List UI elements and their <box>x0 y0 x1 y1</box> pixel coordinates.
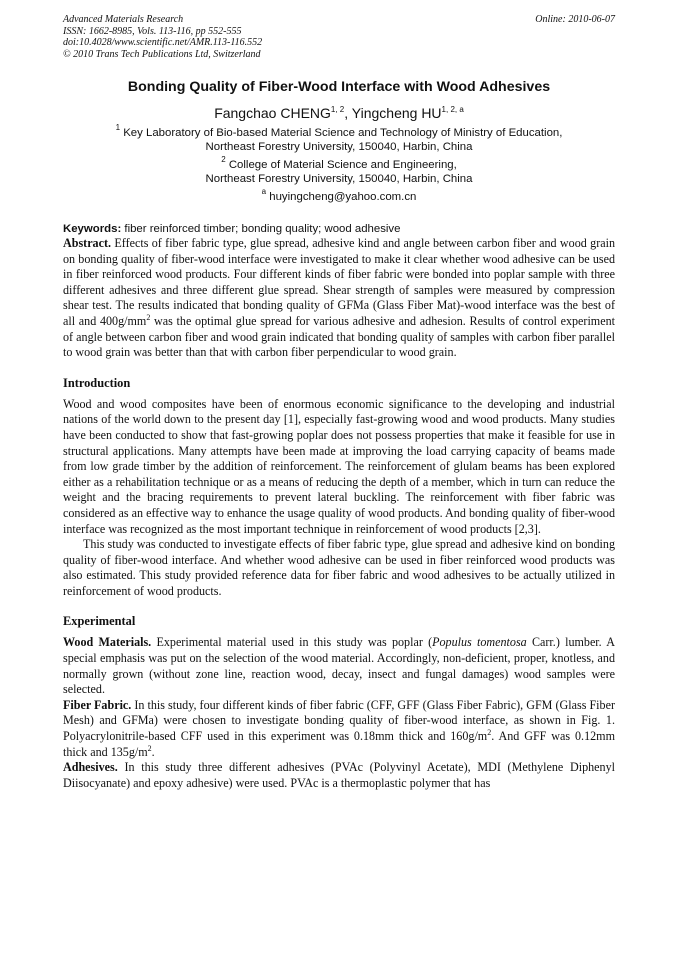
section-heading-introduction: Introduction <box>63 375 131 390</box>
author-affiliation-mark: 1, 2 <box>330 105 345 114</box>
author-list <box>63 104 615 122</box>
superscript: 2 <box>147 743 152 753</box>
journal-name: Advanced Materials Research <box>63 14 184 25</box>
abstract-text: Effects of fiber fabric type, glue spread, adhesive kind and angle between carbon fiber and wood grain on bonding quality of fiber-wood interface were investigated to make it clear whether wood adhesive can be used in fiber reinforced wood products. Four different kinds of fiber fabric were bonded into poplar sample with three different adhesives and three different glue spread. Shear strength of samples were measured by compression shear test. The results indicated that bonding quality of GFMa (Glass Fiber Mat)-wood interface was the best of all and 400g/mm <box>63 236 615 328</box>
paper-title: Bonding Quality of Fiber-Wood Interface with Wood Adhesives <box>127 79 551 95</box>
author-name: Yingcheng HU <box>351 105 442 121</box>
introduction-paragraph-1: Wood and wood composites have been of enormous economic significance to the developing and industrial nations of the world down to the present day [1], especially fast-growing wood and wood products. Many studies have been conducted to show that fast-growing poplar does not possess properties that make it feasible for use in structural applications. Many attempts have been made at improving the load carrying capacity of beams made from low grade timber by the addition of reinforcement. The reinforcement of glulam beams has been explored either as a rehabilitation technique or as a means of reducing the depth of a member, which in turn can reduce the weight and the bracing requirements to prevent lateral buckling. The reinforcement with fiber fabric was considered as an effective way to enhance the usage quality of wood products. And bonding quality of fiber-wood interface was recognized as the most important technique in reinforcement of wood products [2,3]. <box>63 396 615 536</box>
paragraph-text: Experimental material used in this study was poplar ( <box>151 635 433 650</box>
affiliation-text: Northeast Forestry University, 150040, Harbin, China <box>205 173 473 185</box>
copyright-line: © 2010 Trans Tech Publications Ltd, Switzerland <box>63 48 261 60</box>
issn-line: ISSN: 1662-8985, Vols. 113-116, pp 552-555 <box>63 25 242 37</box>
affiliation-mark: 1 <box>115 123 121 132</box>
adhesives-paragraph <box>63 760 615 791</box>
affiliation-2 <box>63 155 615 186</box>
abstract-text: was the optimal glue spread for various adhesive and adhesion. Results of control experiment of angle between carbon fiber and wood grain indicated that bonding quality of samples with carbon fiber parallel to wood grain was better than that with carbon fiber perpendicular to wood grain. <box>63 313 615 360</box>
wood-materials-paragraph <box>63 635 615 697</box>
fiber-fabric-paragraph <box>63 698 615 760</box>
affiliation-1 <box>63 123 615 154</box>
paragraph-text: In this study, four different kinds of fiber fabric (CFF, GFF (Glass Fiber Fabric), GFM (Glass Fiber Mesh) and GFMa) were chosen to investigate bonding quality of fiber-wood interface, as shown in Fig. 1. Polyacrylonitrile-based CFF used in this experiment was 0.18mm thick and 160g/m <box>63 697 615 744</box>
paragraph-text: . <box>151 744 155 759</box>
corresponding-email <box>63 187 615 204</box>
email-address: huyingcheng@yahoo.com.cn <box>269 191 417 203</box>
keywords <box>63 222 615 236</box>
adhesives-label: Adhesives. <box>63 760 118 775</box>
online-date: Online: 2010-06-07 <box>535 14 615 25</box>
doi-line: doi:10.4028/www.scientific.net/AMR.113-116.552 <box>63 37 263 48</box>
paragraph-text: . And GFF was 0.12mm thick and 135g/m <box>63 729 615 759</box>
journal-header <box>63 14 615 60</box>
author-affiliation-mark: 1, 2, a <box>441 105 464 114</box>
wood-materials-label: Wood Materials. <box>63 635 152 650</box>
superscript: 2 <box>146 312 151 322</box>
affiliation-text: Key Laboratory of Bio-based Material Science and Technology of Ministry of Education, <box>120 127 563 139</box>
abstract <box>63 236 615 361</box>
paragraph-text: Carr.) lumber. A special emphasis was put on the selection of the wood material. Accordingly, non-deficient, proper, knotless, and normally grown (without zone line, reaction wood, decay, insect and fungal damages) wood samples were selected. <box>63 635 616 697</box>
author-separator: , <box>344 105 352 121</box>
fiber-fabric-label: Fiber Fabric. <box>63 697 132 712</box>
superscript: 2 <box>487 728 492 738</box>
affiliation-text: College of Material Science and Engineering, <box>225 159 457 171</box>
affiliation-mark: 2 <box>221 155 226 164</box>
email-mark: a <box>261 187 267 196</box>
keywords-text: fiber reinforced timber; bonding quality; wood adhesive <box>121 223 401 235</box>
species-name: Populus tomentosa <box>432 635 527 650</box>
author-name: Fangchao CHENG <box>214 105 331 121</box>
affiliation-text: Northeast Forestry University, 150040, Harbin, China <box>205 141 473 153</box>
keywords-label: Keywords: <box>63 223 122 235</box>
paragraph-text: In this study three different adhesives (PVAc (Polyvinyl Acetate), MDI (Methylene Diphenyl Diisocyanate) and epoxy adhesive) were used. PVAc is a thermoplastic polymer that has <box>63 760 615 790</box>
section-heading-experimental: Experimental <box>63 614 136 629</box>
abstract-label: Abstract. <box>63 236 112 250</box>
introduction-paragraph-2: This study was conducted to investigate effects of fiber fabric type, glue spread and adhesive kind on bonding quality of fiber-wood interface. And whether wood adhesive can be used in fiber reinforced wood products was also estimated. This study provided reference data for fiber fabric and wood adhesives to be actually utilized in reinforcement of wood products. <box>63 537 615 598</box>
